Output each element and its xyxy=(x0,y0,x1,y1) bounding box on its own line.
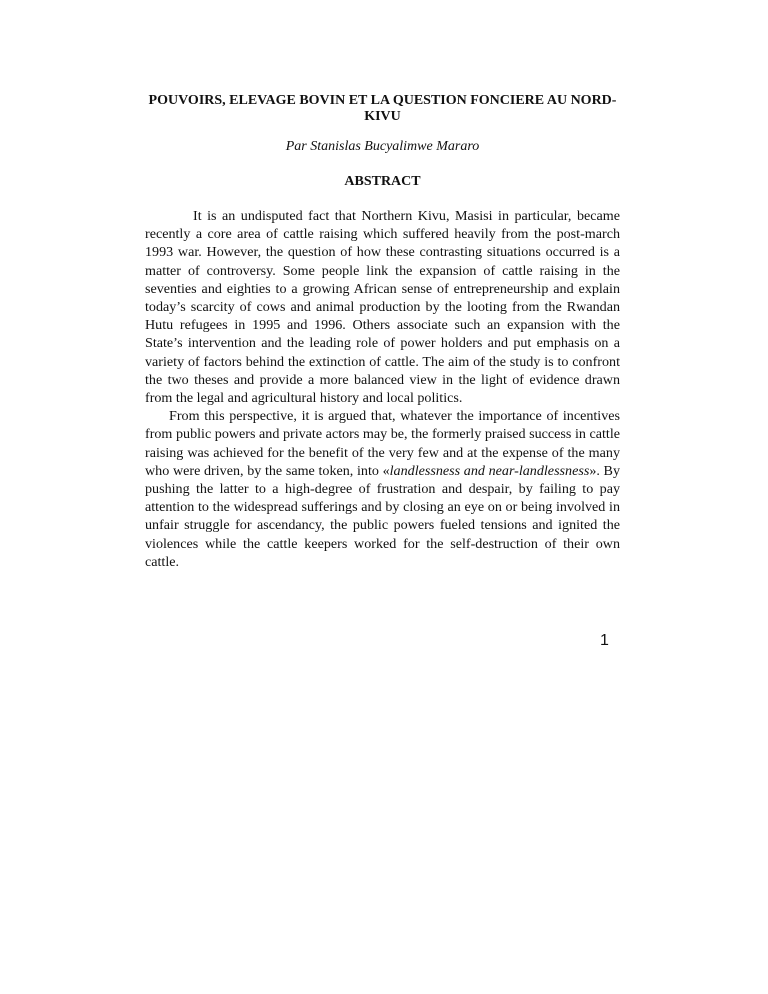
abstract-body xyxy=(145,207,620,571)
paragraph-2-italic-phrase: landlessness and near-landlessness xyxy=(389,462,590,479)
document-title: POUVOIRS, ELEVAGE BOVIN ET LA QUESTION FONCIERE AU NORD-KIVU xyxy=(148,93,617,124)
page-number: 1 xyxy=(600,632,609,649)
abstract-paragraph-1: It is an undisputed fact that Northern Kivu, Masisi in particular, became recently a core area of cattle raising which suffered heavily from the post-march 1993 war. However, the question of how these contrasting situations occurred is a matter of controversy. Some people link the expansion of cattle raising in the seventies and eighties to a growing African sense of entrepreneurship and explain today’s scarcity of cows and animal production by the looting from the Rwandan Hutu refugees in 1995 and 1996. Others associate such an expansion with the State’s intervention and the leading role of power holders and put emphasis on a variety of factors behind the extinction of cattle. The aim of the study is to confront the two theses and provide a more balanced view in the light of evidence drawn from the legal and agricultural history and local politics. xyxy=(145,208,620,407)
author-line: Par Stanislas Bucyalimwe Mararo xyxy=(285,139,480,154)
paragraph-2-text-start: From this perspective, it is argued that, whatever the importance of incentives from public powers and private actors may be, the formerly praised success in cattle raising was achieved for the benefit of the very few and at the expense of the many who were driven, by the same token, into « xyxy=(145,408,620,479)
abstract-paragraph-2 xyxy=(145,407,620,571)
abstract-heading: ABSTRACT xyxy=(344,174,421,189)
paragraph-2-text-end: ». By pushing the latter to a high-degree of frustration and despair, by failing to pay attention to the widespread sufferings and by closing an eye on or being involved in unfair struggle for ascendancy, the public powers fueled tensions and ignited the violences while the cattle keepers worked for the self-destruction of their own cattle. xyxy=(145,462,621,570)
